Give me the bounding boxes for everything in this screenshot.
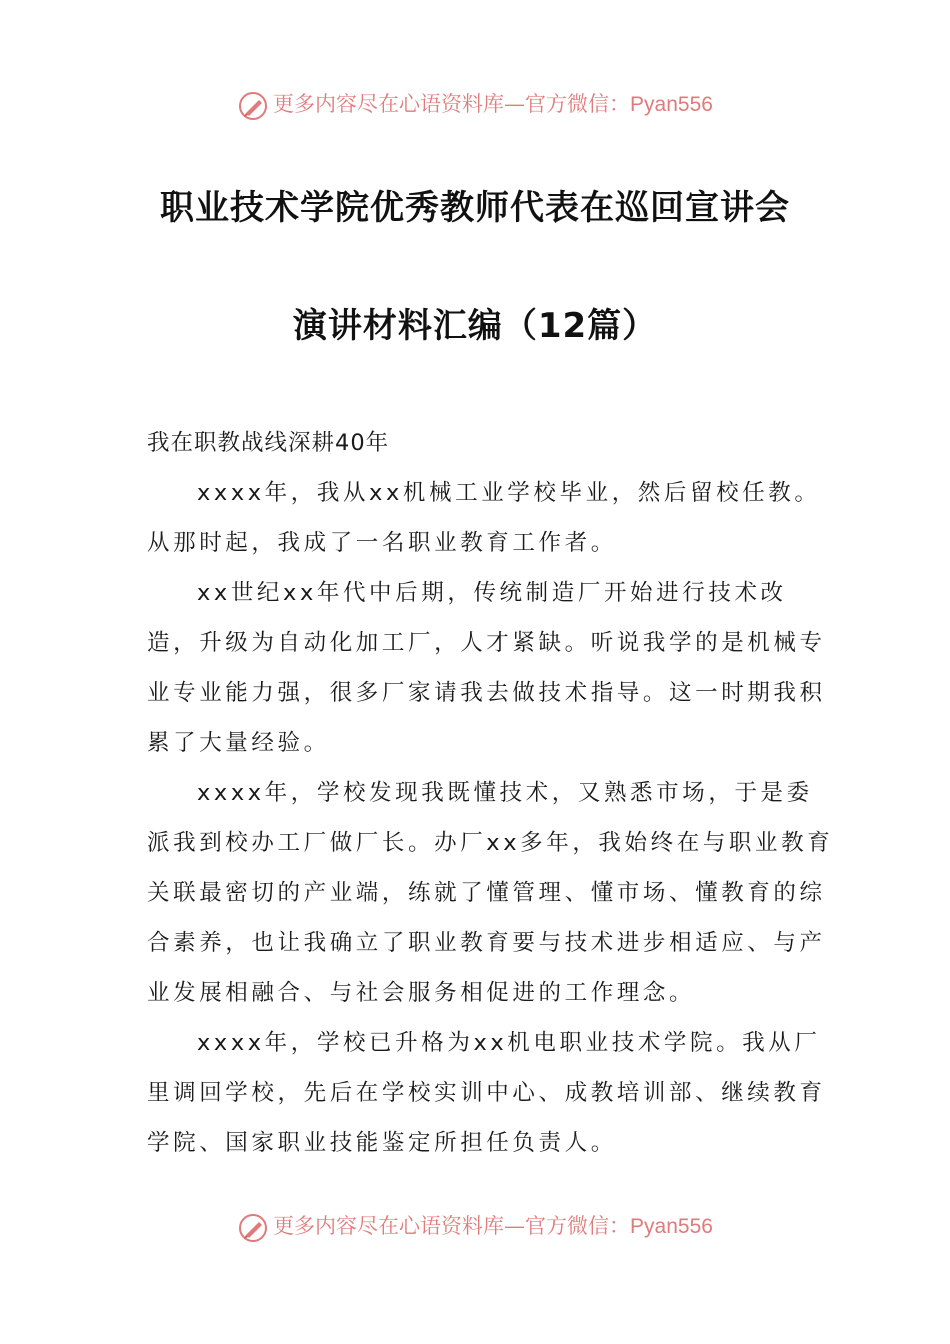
paragraph-2: xx世纪xx年代中后期，传统制造厂开始进行技术改造，升级为自动化加工厂，人才紧缺。听说我学的是机械专业专业能力强，很多厂家请我去做技术指导。这一时期我积累了大量经验。: [147, 580, 826, 756]
pen-circle-icon: [237, 1212, 269, 1244]
header-banner: [0, 88, 950, 122]
document-title-line-1: 职业技术学院优秀教师代表在巡回宣讲会: [160, 188, 790, 228]
section-heading: 我在职教战线深耕40年: [147, 430, 390, 456]
paragraph-3: xxxx年，学校发现我既懂技术，又熟悉市场，于是委派我到校办工厂做厂长。办厂xx多年，我始终在与职业教育关联最密切的产业端，练就了懂管理、懂市场、懂教育的综合素养，也让我确立了职业教育要与技术进步相适应、与产业发展相融合、与社会服务相促进的工作理念。: [147, 780, 834, 1006]
banner-text: 更多内容尽在心语资料库—官方微信：: [273, 1214, 631, 1238]
document-body: [147, 418, 837, 1168]
paragraph-1: xxxx年，我从xx机械工业学校毕业，然后留校任教。从那时起，我成了一名职业教育工作者。: [147, 480, 821, 556]
document-title-line-2: 演讲材料汇编（12篇）: [292, 306, 658, 346]
pen-circle-icon: [237, 90, 269, 122]
banner-text: 更多内容尽在心语资料库—官方微信：: [273, 92, 631, 116]
paragraph-4: xxxx年，学校已升格为xx机电职业技术学院。我从厂里调回学校，先后在学校实训中心、成教培训部、继续教育学院、国家职业技能鉴定所担任负责人。: [147, 1030, 826, 1156]
banner-handle: Pyan556: [630, 93, 713, 116]
footer-banner: [0, 1210, 950, 1244]
banner-handle: Pyan556: [630, 1215, 713, 1238]
